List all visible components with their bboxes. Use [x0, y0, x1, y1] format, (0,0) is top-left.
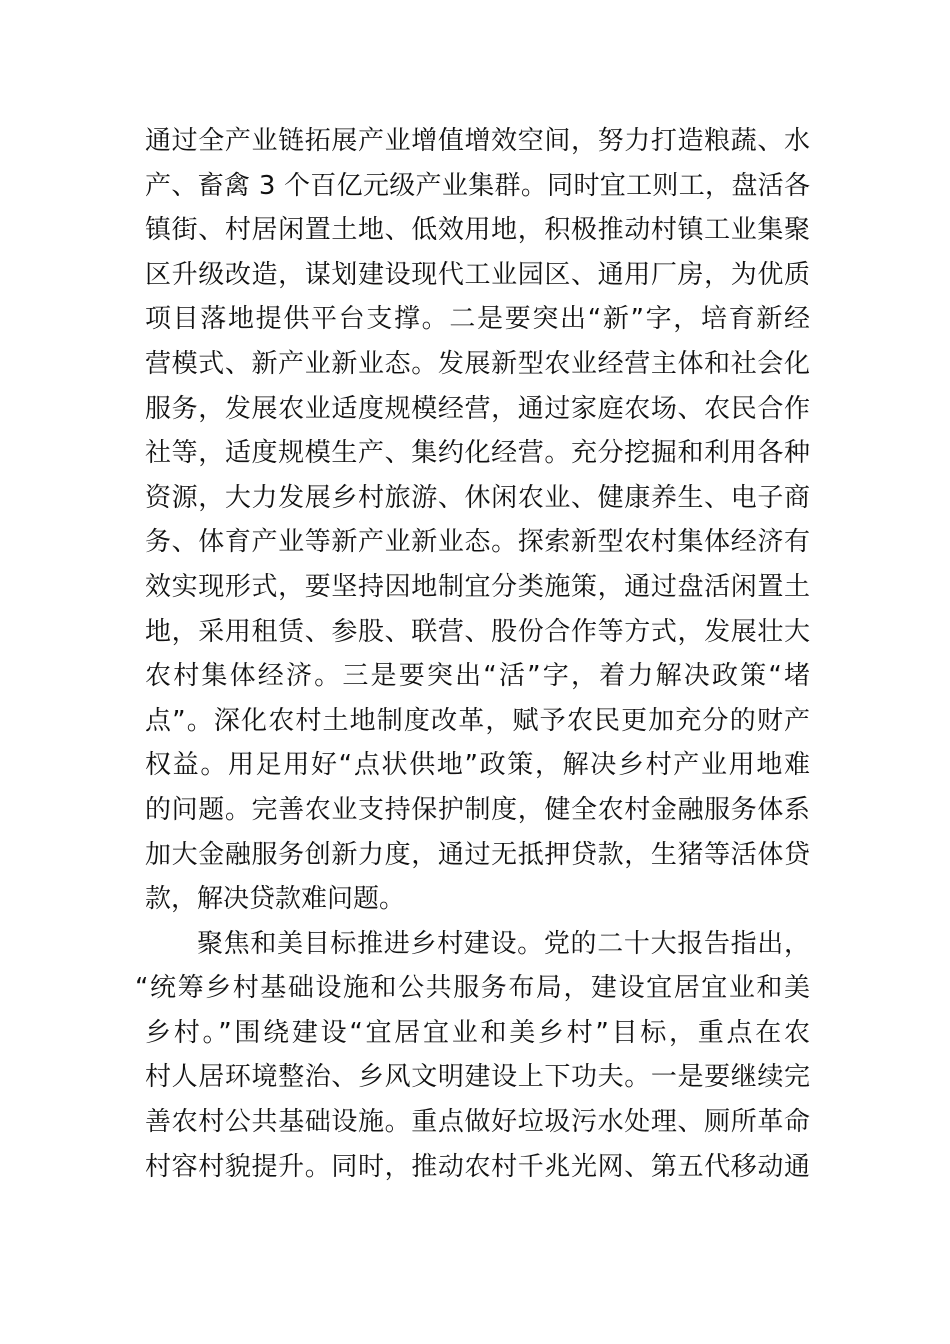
text-line: 权益。用足用好“点状供地”政策，解决乡村产业用地难	[145, 750, 810, 781]
text-line: 村人居环境整治、乡风文明建设上下功夫。一是要继续完	[145, 1062, 810, 1093]
text-line: 务、体育产业等新产业新业态。探索新型农村集体经济有	[145, 527, 810, 558]
text-line: 社等，适度规模生产、集约化经营。充分挖掘和利用各种	[145, 438, 810, 469]
text-line: 通过全产业链拓展产业增值增效空间，努力打造粮蔬、水	[145, 126, 810, 156]
paragraph-rural-construction	[135, 922, 810, 1190]
text-line: 加大金融服务创新力度，通过无抵押贷款，生猪等活体贷	[145, 839, 810, 870]
text-line: 项目落地提供平台支撑。二是要突出“新”字，培育新经	[145, 304, 810, 335]
text-line: 区升级改造，谋划建设现代工业园区、通用厂房，为优质	[145, 259, 810, 290]
text-line: 效实现形式，要坚持因地制宜分类施策，通过盘活闲置土	[145, 571, 810, 602]
text-line: 镇街、村居闲置土地、低效用地，积极推动村镇工业集聚	[145, 215, 810, 246]
text-line: 资源，大力发展乡村旅游、休闲农业、健康养生、电子商	[145, 482, 810, 513]
text-line: 服务，发展农业适度规模经营，通过家庭农场、农民合作	[145, 393, 810, 424]
text-line: 点”。深化农村土地制度改革，赋予农民更加充分的财产	[145, 705, 810, 736]
document-body	[135, 119, 810, 1189]
text-line: 农村集体经济。三是要突出“活”字，着力解决政策“堵	[145, 661, 810, 692]
text-line: 产、畜禽 3 个百亿元级产业集群。同时宜工则工，盘活各	[145, 170, 810, 201]
text-line: 善农村公共基础设施。重点做好垃圾污水处理、厕所革命	[145, 1107, 810, 1138]
paragraph-industry	[145, 119, 810, 922]
text-line: 乡村。”围绕建设“宜居宜业和美乡村”目标，重点在农	[145, 1017, 810, 1048]
text-line: 营模式、新产业新业态。发展新型农业经营主体和社会化	[145, 348, 810, 379]
text-line: 款，解决贷款难问题。	[145, 884, 406, 915]
text-line: 地，采用租赁、参股、联营、股份合作等方式，发展壮大	[145, 616, 810, 647]
text-line: 村容村貌提升。同时，推动农村千兆光网、第五代移动通	[145, 1151, 810, 1182]
paragraph-heading-line: 聚焦和美目标推进乡村建设。党的二十大报告指出，	[197, 928, 810, 959]
text-line: “统筹乡村基础设施和公共服务布局，建设宜居宜业和美	[135, 973, 810, 1004]
text-line: 的问题。完善农业支持保护制度，健全农村金融服务体系	[145, 794, 810, 825]
